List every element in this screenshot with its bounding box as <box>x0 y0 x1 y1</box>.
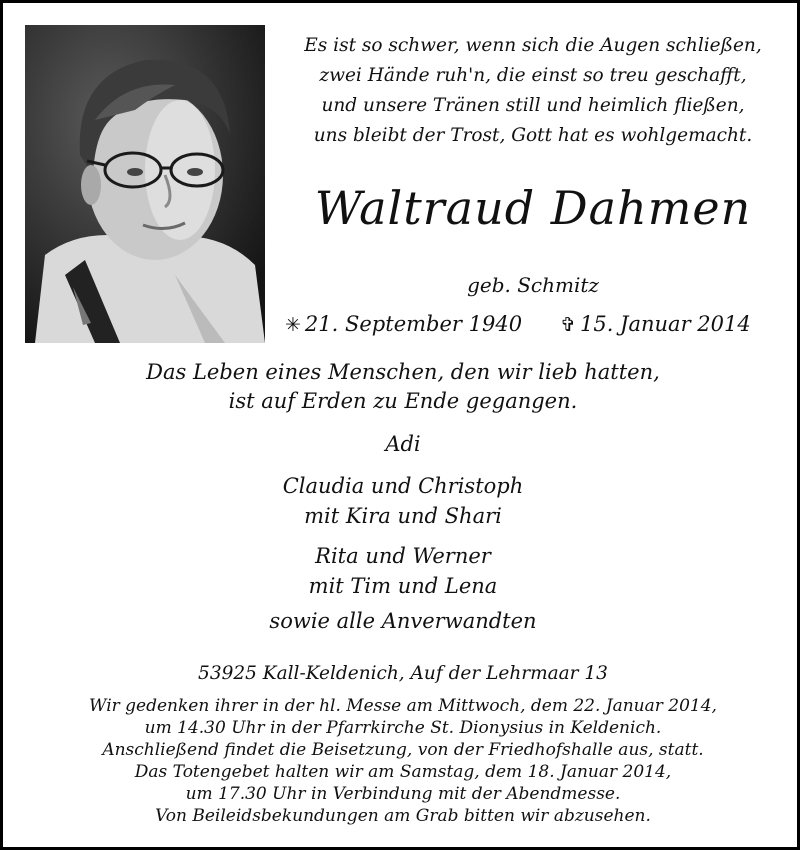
notice-line: Anschließend findet die Beisetzung, von der Friedhofshalle aus, statt. <box>102 740 704 760</box>
poem-verse <box>283 31 783 151</box>
notice-line: Das Totengebet halten wir am Samstag, dem 18. Januar 2014, <box>134 762 672 782</box>
poem-line: Es ist so schwer, wenn sich die Augen schließen, <box>304 35 762 56</box>
portrait-illustration <box>25 25 265 343</box>
mourner-relatives: sowie alle Anverwandten <box>269 609 537 633</box>
poem-line: und unsere Tränen still und heimlich fließen, <box>321 95 745 116</box>
family-address: 53925 Kall-Keldenich, Auf der Lehrmaar 13 <box>198 663 608 684</box>
mourner-line: mit Tim und Lena <box>308 574 498 598</box>
birth-name: geb. Schmitz <box>467 273 599 297</box>
birth-star-icon: ✳ <box>285 314 301 336</box>
mourner-line: Rita und Werner <box>315 544 491 568</box>
mourner-spouse: Adi <box>385 432 421 456</box>
portrait-photo <box>25 25 265 343</box>
death-date: 15. Januar 2014 <box>579 312 751 336</box>
intro-text <box>3 358 800 416</box>
mourner-line: mit Kira und Shari <box>304 504 502 528</box>
cross-icon: ✞ <box>560 314 576 336</box>
service-notice <box>3 695 800 827</box>
deceased-name: Waltraud Dahmen <box>314 181 752 235</box>
poem-line: zwei Hände ruh'n, die einst so treu geschafft, <box>319 65 747 86</box>
intro-line: ist auf Erden zu Ende gegangen. <box>228 389 578 413</box>
notice-line: Wir gedenken ihrer in der hl. Messe am Mittwoch, dem 22. Januar 2014, <box>89 696 717 716</box>
life-dates <box>285 312 785 336</box>
mourner-family-2 <box>3 541 800 601</box>
birth-date: 21. September 1940 <box>304 312 523 336</box>
notice-line: Von Beileidsbekundungen am Grab bitten wir abzusehen. <box>155 806 651 826</box>
notice-line: um 14.30 Uhr in der Pfarrkirche St. Dionysius in Keldenich. <box>144 718 662 738</box>
notice-line: um 17.30 Uhr in Verbindung mit der Abendmesse. <box>185 784 621 804</box>
intro-line: Das Leben eines Menschen, den wir lieb hatten, <box>146 360 660 384</box>
poem-line: uns bleibt der Trost, Gott hat es wohlgemacht. <box>313 125 753 146</box>
mourner-family-1 <box>3 471 800 531</box>
mourner-line: Claudia und Christoph <box>282 474 524 498</box>
